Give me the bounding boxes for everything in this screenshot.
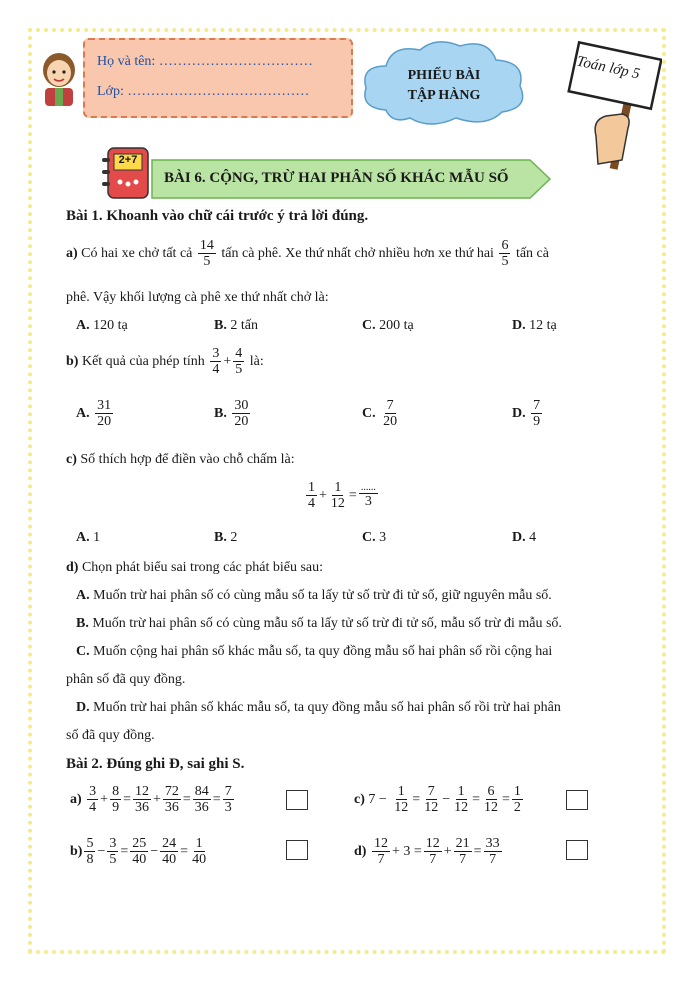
fraction: $\frac{3}{4}$ — [212, 346, 220, 378]
class-field[interactable]: Lớp: ………………………………… — [97, 84, 310, 99]
option-a-C[interactable]: C. 200 tạ — [362, 318, 414, 333]
student-info-box — [83, 38, 353, 118]
option-d-C[interactable]: C. Muốn cộng hai phân số khác mẫu số, ta quy đồng mẫu số hai phân số rồi cộng hai — [76, 644, 553, 659]
name-field[interactable]: Họ và tên: …………………………… — [97, 54, 313, 69]
question-a — [66, 238, 636, 270]
question-d: d) Chọn phát biểu sai trong các phát biểu sau: — [66, 560, 324, 575]
option-c-D[interactable]: D. 4 — [512, 530, 537, 545]
answer-box-c[interactable] — [566, 790, 588, 810]
calculator-label: 2+7 — [118, 154, 138, 166]
question-a-label: a) — [66, 245, 78, 261]
option-b-A[interactable]: A. $\frac{31}{20}$ — [76, 398, 112, 430]
option-b-B[interactable]: B. $\frac{30}{20}$ — [214, 398, 249, 430]
sign-text: Toán lớp 5 — [575, 53, 642, 83]
worksheet-title — [356, 66, 532, 106]
option-a-D[interactable]: D. 12 tạ — [512, 318, 557, 333]
equation-b: b) $\frac{5}{8}$ − $\frac{3}{5}$ = $\frac{25}{40}$ − $\frac{24}{40}$ = $\frac{1}{40}$ — [70, 836, 207, 868]
option-d-A[interactable]: A. Muốn trừ hai phân số có cùng mẫu số ta lấy tử số trừ đi tử số, giữ nguyên mẫu số. — [76, 588, 552, 603]
question-a-text1: Có hai xe chở tất cả — [81, 245, 193, 261]
option-a-A[interactable]: A. 120 tạ — [76, 318, 128, 333]
question-b-text1: Kết quả của phép tính — [81, 353, 205, 369]
question-b: b) Kết quả của phép tính $\frac{3}{4}$ + $\frac{4}{5}$ là: — [66, 346, 264, 378]
student-avatar-icon — [38, 50, 80, 106]
option-c-A[interactable]: A. 1 — [76, 530, 101, 545]
fraction: $\frac{4}{5}$ — [235, 346, 243, 378]
option-c-B[interactable]: B. 2 — [214, 530, 238, 545]
equation-d: d) $\frac{12}{7}$ + 3 = $\frac{12}{7}$ + $\frac{21}{7}$ = $\frac{33}{7}$ — [354, 836, 500, 868]
option-d-C-line2: phân số đã quy đồng. — [66, 672, 186, 687]
question-a-text3: tấn cà — [515, 245, 549, 261]
question-a-text2: tấn cà phê. Xe thứ nhất chở nhiều hơn xe thứ hai — [221, 245, 494, 261]
exercise-1-title: Bài 1. Khoanh vào chữ cái trước ý trả lời đúng. — [66, 208, 369, 224]
exercise-2-title: Bài 2. Đúng ghi Đ, sai ghi S. — [66, 756, 245, 772]
worksheet-title-line1: PHIẾU BÀI — [407, 68, 481, 83]
worksheet-title-line2: TẬP HÀNG — [407, 88, 481, 103]
option-b-D[interactable]: D. $\frac{7}{9}$ — [512, 398, 541, 430]
equation-c: c) 7 − $\frac{1}{12}$ = $\frac{7}{12}$ − $\frac{1}{12}$ = $\frac{6}{12}$ = $\frac{1}{2}$ — [354, 784, 521, 816]
question-b-label: b) — [66, 353, 79, 369]
equation-a: a) $\frac{3}{4}$ + $\frac{8}{9}$ = $\frac{12}{36}$ + $\frac{72}{36}$ = $\frac{84}{36}$ = $\frac{7}{3}$ — [70, 784, 232, 816]
option-d-B[interactable]: B. Muốn trừ hai phân số có cùng mẫu số ta lấy tử số trừ đi tử số, mẫu số trừ đi mẫu số. — [76, 616, 562, 631]
answer-box-b[interactable] — [286, 840, 308, 860]
option-d-D-line2: số đã quy đồng. — [66, 728, 155, 743]
option-c-C[interactable]: C. 3 — [362, 530, 387, 545]
answer-box-a[interactable] — [286, 790, 308, 810]
blank-numerator[interactable]: ...... — [360, 482, 376, 494]
lesson-title: BÀI 6. CỘNG, TRỪ HAI PHÂN SỐ KHÁC MẪU SỐ — [164, 170, 509, 186]
question-c-expression: $\frac{1}{4}$ + $\frac{1}{12}$ = $\frac{......}{3}$ — [308, 480, 376, 512]
question-b-text2: là: — [249, 353, 264, 369]
question-a-line2: phê. Vậy khối lượng cà phê xe thứ nhất chở là: — [66, 290, 329, 305]
option-a-B[interactable]: B. 2 tấn — [214, 318, 258, 333]
fraction: $\frac{14}{5}$ — [199, 238, 214, 270]
answer-box-d[interactable] — [566, 840, 588, 860]
fraction: $\frac{6}{5}$ — [501, 238, 509, 270]
option-d-D[interactable]: D. Muốn trừ hai phân số khác mẫu số, ta quy đồng mẫu số hai phân số rồi trừ hai phân — [76, 700, 561, 715]
option-b-C[interactable]: C. $\frac{7}{20}$ — [362, 398, 398, 430]
question-c: c) Số thích hợp để điền vào chỗ chấm là: — [66, 452, 295, 467]
